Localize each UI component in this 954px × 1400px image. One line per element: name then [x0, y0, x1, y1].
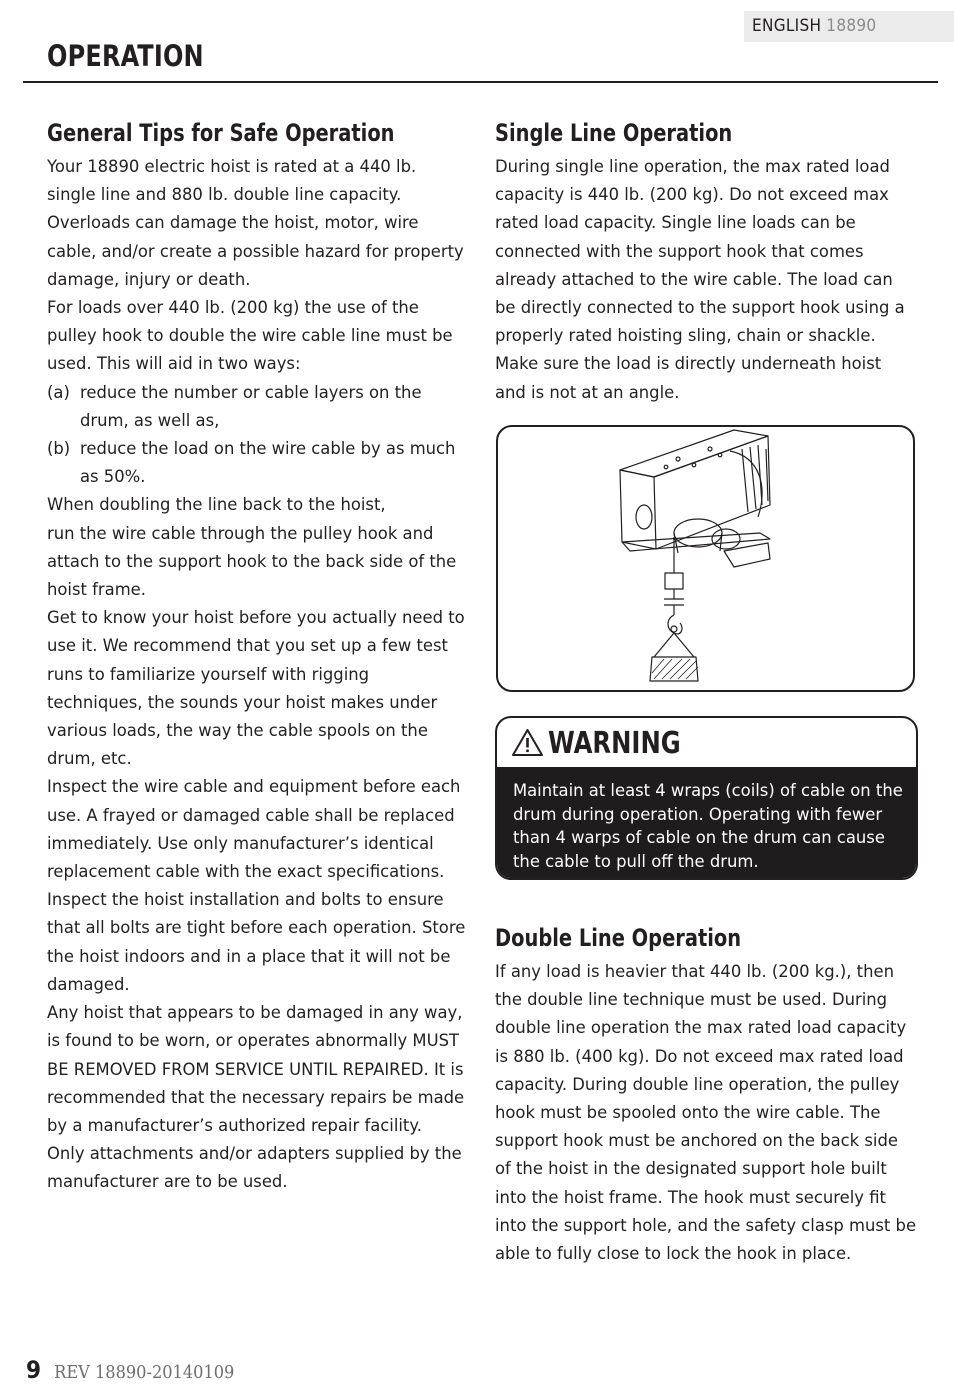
general-tips-section [47, 114, 467, 1197]
double-line-section [495, 919, 917, 1268]
title-divider [23, 81, 938, 83]
language-tab [744, 11, 954, 42]
single-line-hoist-diagram [498, 427, 912, 689]
general-tips-paragraph: When doubling the line back to the hoist, [47, 495, 386, 515]
general-tips-heading: General Tips for Safe Operation [47, 119, 395, 147]
general-tips-paragraph: Get to know your hoist before you actually need to use it. We recommend that you set up a few test runs to familiarize yourself with rigging techniques, the sounds your hoist makes under various loads, the way the cable spools on the drum, etc. [47, 608, 465, 769]
page-footer [26, 1352, 234, 1388]
revision-code: REV 18890-20140109 [54, 1362, 235, 1383]
double-line-heading: Double Line Operation [495, 924, 742, 952]
general-tips-paragraph: Your 18890 electric hoist is rated at a 440 lb. single line and 880 lb. double line capacity. Overloads can damage the hoist, motor, wire cable, and/or create a possible hazard for property damage, injury or death. [47, 157, 464, 289]
list-item [47, 379, 467, 435]
language-label: ENGLISH [752, 16, 822, 36]
single-line-body: During single line operation, the max rated load capacity is 440 lb. (200 kg). Do not exceed max rated load capacity. Single line loads can be connected with the support hook that comes already attached to the wire cable. The load can be directly connected to the support hook using a properly rated hoisting sling, chain or shackle. Make sure the load is directly underneath hoist and is not at an angle. [495, 157, 905, 402]
warning-title: WARNING [548, 726, 681, 761]
hoist-illustration [496, 425, 915, 692]
general-tips-paragraph: Inspect the hoist installation and bolts to ensure that all bolts are tight before each operation. Store the hoist indoors and in a place that it will not be damaged. [47, 890, 466, 994]
warning-box [495, 716, 918, 880]
single-line-heading: Single Line Operation [495, 119, 733, 147]
list-item-text: reduce the load on the wire cable by as much as 50%. [80, 439, 456, 487]
general-tips-paragraph: Inspect the wire cable and equipment before each use. A frayed or damaged cable shall be replaced immediately. Use only manufacturer’s identical replacement cable with the exact specifications. [47, 777, 461, 882]
single-line-section [495, 114, 917, 407]
list-marker: (b) [47, 439, 71, 459]
general-tips-body [47, 153, 467, 1197]
warning-body: Maintain at least 4 wraps (coils) of cable on the drum during operation. Operating with fewer than 4 warps of cable on the drum can cause the cable to pull off the drum. [497, 767, 916, 878]
general-tips-paragraph: Only attachments and/or adapters supplied by the manufacturer are to be used. [47, 1144, 462, 1192]
page-number: 9 [26, 1356, 42, 1384]
list-item [47, 435, 467, 491]
model-number: 18890 [826, 16, 877, 36]
warning-triangle-icon [511, 728, 544, 757]
general-tips-paragraph: run the wire cable through the pulley hook and attach to the support hook to the back side of the hoist frame. [47, 523, 457, 600]
list-item-text: reduce the number or cable layers on the drum, as well as, [80, 382, 422, 430]
general-tips-paragraph: For loads over 440 lb. (200 kg) the use of the pulley hook to double the wire cable line must be used. This will aid in two ways: [47, 298, 453, 374]
list-marker: (a) [47, 382, 70, 402]
double-line-body: If any load is heavier that 440 lb. (200 kg.), then the double line technique must be used. During double line operation the max rated load capacity is 880 lb. (400 kg). Do not exceed max rated load capacity. During double line operation, the pulley hook must be spooled onto the wire cable. The support hook must be anchored on the back side of the hoist in the designated support hole built into the hoist frame. The hook must securely fit into the support hole, and the safety clasp must be able to fully close to lock the hook in place. [495, 962, 917, 1264]
general-tips-paragraph: Any hoist that appears to be damaged in any way, is found to be worn, or operates abnormally MUST BE REMOVED FROM SERVICE UNTIL REPAIRED. It is recommended that the necessary repairs be made by a manufacturer’s authorized repair facility. [47, 1003, 465, 1135]
page-title: OPERATION [47, 39, 204, 73]
warning-header [497, 718, 916, 767]
